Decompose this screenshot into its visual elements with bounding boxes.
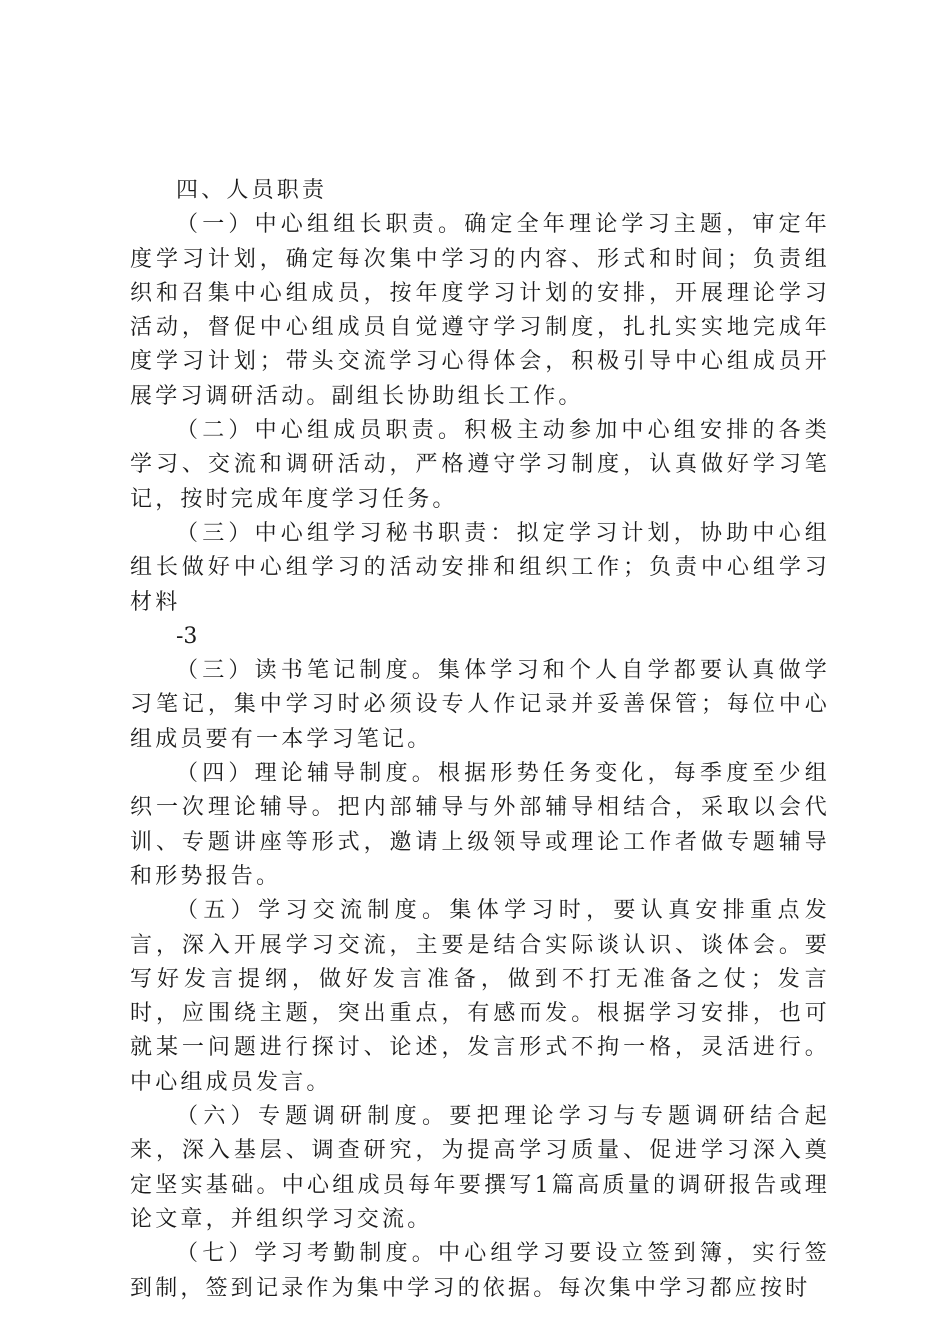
section-heading: 四、人员职责: [176, 178, 328, 203]
paragraph-secretary-duties: （三）中心组学习秘书职责：拟定学习计划，协助中心组组长做好中心组学习的活动安排和组织工作；负责中心组学习材料: [130, 520, 830, 615]
paragraph-member-duties: （二）中心组成员职责。积极主动参加中心组安排的各类学习、交流和调研活动，严格遵守学习制度，认真做好学习笔记，按时完成年度学习任务。: [130, 418, 830, 512]
paragraph-theory-tutoring: （四）理论辅导制度。根据形势任务变化，每季度至少组织一次理论辅导。把内部辅导与外部辅导相结合，采取以会代训、专题讲座等形式，邀请上级领导或理论工作者做专题辅导和形势报告。: [130, 761, 830, 889]
paragraph-special-research: （六）专题调研制度。要把理论学习与专题调研结合起来，深入基层、调查研究，为提高学习质量、促进学习深入奠定坚实基础。中心组成员每年要撰写1篇高质量的调研报告或理论文章，并组织学习交流。: [130, 1104, 830, 1232]
page-number: -3: [176, 623, 198, 649]
paragraph-study-exchange: （五）学习交流制度。集体学习时，要认真安排重点发言，深入开展学习交流，主要是结合实际谈认识、谈体会。要写好发言提纲，做好发言准备，做到不打无准备之仗；发言时，应围绕主题，突出重点，有感而发。根据学习安排，也可就某一问题进行探讨、论述，发言形式不拘一格，灵活进行。中心组成员发言。: [130, 898, 830, 1095]
paragraph-leader-duties: （一）中心组组长职责。确定全年理论学习主题，审定年度学习计划，确定每次集中学习的内容、形式和时间；负责组织和召集中心组成员，按年度学习计划的安排，开展理论学习活动，督促中心组成员自觉遵守学习制度，扎扎实实地完成年度学习计划；带头交流学习心得体会，积极引导中心组成员开展学习调研活动。副组长协助组长工作。: [130, 212, 830, 409]
document-body: [130, 174, 830, 1306]
paragraph-reading-notes: （三）读书笔记制度。集体学习和个人自学都要认真做学习笔记，集中学习时必须设专人作记录并妥善保管；每位中心组成员要有一本学习笔记。: [130, 658, 830, 752]
paragraph-attendance: （七）学习考勤制度。中心组学习要设立签到簿，实行签到制，签到记录作为集中学习的依据。每次集中学习都应按时: [130, 1241, 830, 1301]
